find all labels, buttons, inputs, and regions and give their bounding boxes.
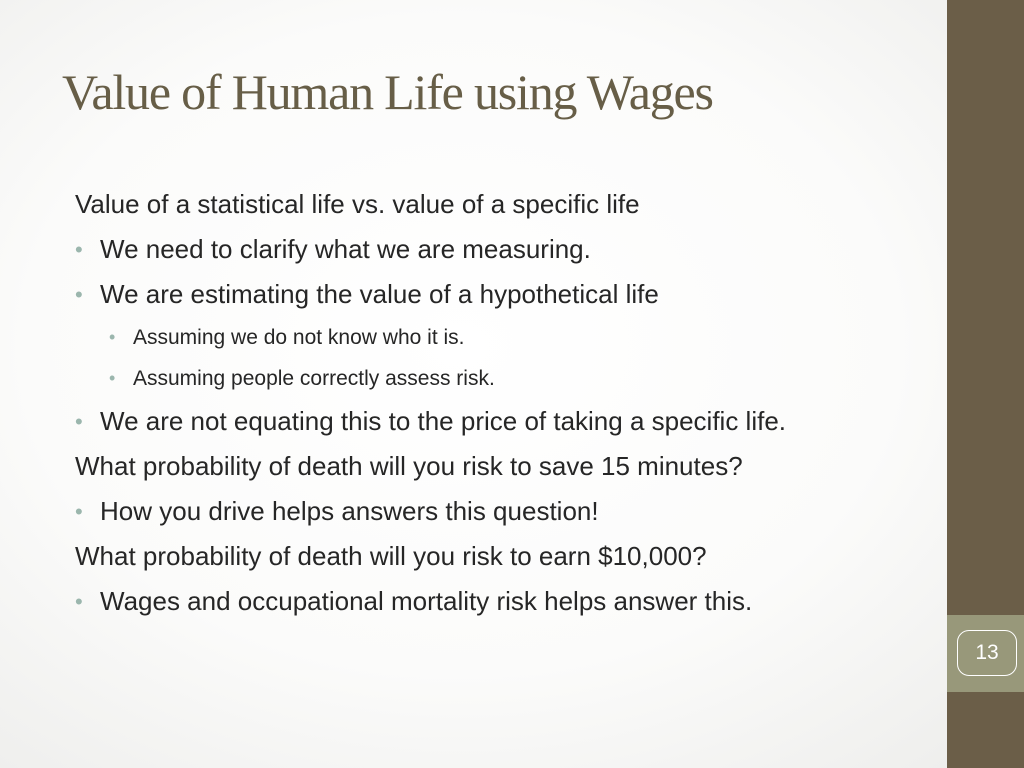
body-line [75, 534, 935, 579]
sub-bullet-item-text: Assuming people correctly assess risk. [133, 367, 495, 390]
body-line-text: What probability of death will you risk to earn $10,000? [75, 541, 707, 571]
slide-body [75, 182, 935, 624]
bullet-item [75, 579, 935, 624]
bullet-item-text: We are estimating the value of a hypothetical life [100, 279, 659, 309]
bullet-item-text: How you drive helps answers this question! [100, 496, 599, 526]
bullet-item [75, 272, 935, 317]
bullet-icon: • [75, 589, 83, 614]
bullet-item-text: We need to clarify what we are measuring. [100, 234, 591, 264]
body-line [75, 444, 935, 489]
sub-bullet-icon: • [109, 368, 116, 388]
bullet-item [75, 489, 935, 534]
bullet-icon: • [75, 237, 83, 262]
body-line [75, 182, 935, 227]
body-line-text: What probability of death will you risk to save 15 minutes? [75, 451, 743, 481]
sub-bullet-item [75, 358, 935, 399]
bullet-icon: • [75, 499, 83, 524]
body-line-text: Value of a statistical life vs. value of a specific life [75, 189, 640, 219]
sub-bullet-item-text: Assuming we do not know who it is. [133, 326, 465, 349]
page-number: 13 [957, 630, 1017, 676]
sub-bullet-item [75, 317, 935, 358]
bullet-item-text: Wages and occupational mortality risk helps answer this. [100, 586, 753, 616]
bullet-icon: • [75, 282, 83, 307]
bullet-item [75, 227, 935, 272]
sub-bullet-icon: • [109, 327, 116, 347]
bullet-item [75, 399, 935, 444]
slide-title: Value of Human Life using Wages [62, 64, 713, 120]
bullet-item-text: We are not equating this to the price of taking a specific life. [100, 406, 787, 436]
bullet-icon: • [75, 409, 83, 434]
